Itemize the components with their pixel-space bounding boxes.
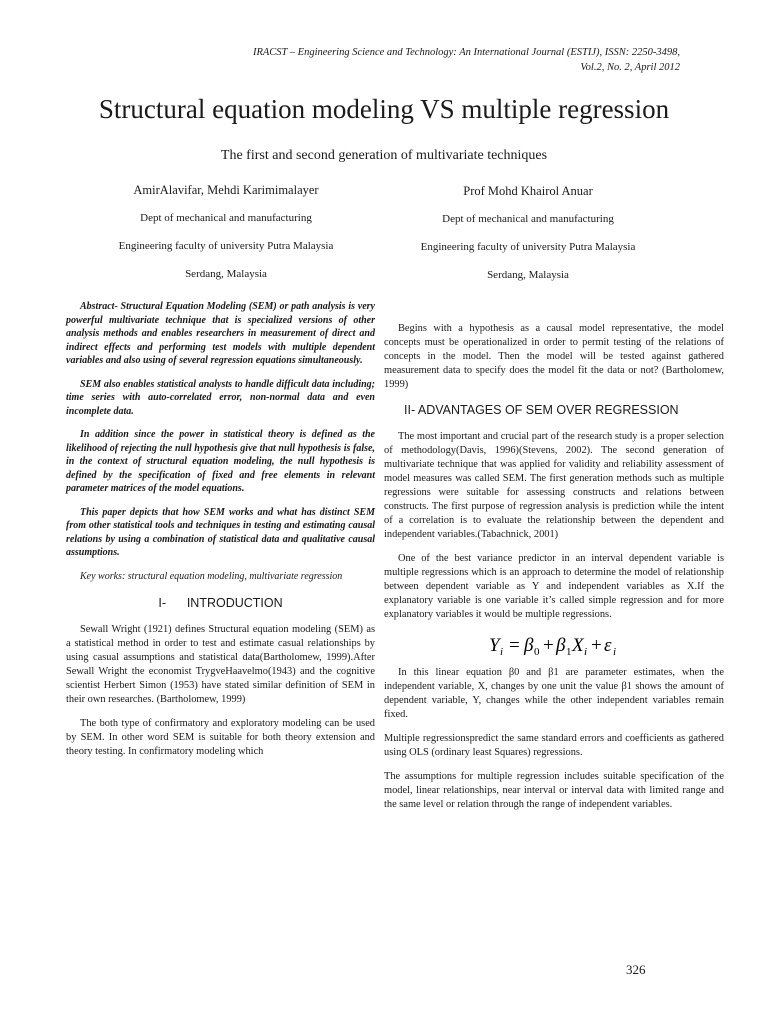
section-heading-introduction: I- INTRODUCTION	[158, 596, 283, 610]
svg-text:+: +	[591, 635, 602, 656]
advantages-paragraph-2: One of the best variance predictor in an interval dependent variable is multiple regressions which is an approach to determine the model of relationship between dependent variable as Y and independent variables as X.If the explanatory variable is one variable it’s called simple regression and for more explanatory variables it would be multiple regressions.	[384, 553, 724, 620]
equation-explanation: In this linear equation β0 and β1 are parameter estimates, when the independent variable, X, changes by one unit the value β1 shows the amount of dependent variable, Y, changes while the other independent variables remain fixed.	[384, 667, 724, 720]
author-name: AmirAlavifar, Mehdi Karimimalayer	[133, 183, 319, 197]
svg-text:+: +	[543, 635, 554, 656]
paper-title: Structural equation modeling VS multiple regression	[98, 94, 670, 124]
multiple-regression-paragraph: Multiple regressionspredict the same standard errors and coefficients as gathered using OLS (ordinary least Squares) regressions.	[384, 733, 724, 758]
journal-header	[200, 45, 680, 75]
svg-text:0: 0	[534, 646, 540, 658]
svg-text:1: 1	[566, 646, 572, 658]
left-column	[66, 300, 375, 769]
paper-subtitle: The first and second generation of multivariate techniques	[220, 148, 548, 163]
intro-paragraph-2: The both type of confirmatory and exploratory modeling can be used by SEM. In other word SEM is suitable for both theory extension and theory testing. In confirmatory modeling which	[66, 718, 375, 757]
svg-text:i: i	[500, 646, 504, 658]
assumptions-paragraph: The assumptions for multiple regression includes suitable specification of the model, linear relationships, near interval or interval data with limited range and the same level or relation through the range of independent variables.	[384, 771, 724, 810]
svg-text:X: X	[572, 635, 584, 656]
journal-header-line1: IRACST – Engineering Science and Technology: An International Journal (ESTIJ), ISSN: 2250-3498,	[252, 47, 680, 58]
svg-text:i: i	[613, 646, 617, 658]
author-block-1	[85, 182, 367, 295]
keywords: Key works: structural equation modeling, multivariate regression	[80, 570, 343, 582]
page-number: 326	[626, 962, 646, 977]
regression-equation-formula	[479, 632, 629, 658]
svg-text:i: i	[584, 646, 588, 658]
abstract-paragraph-2: SEM also enables statistical analysts to handle difficult data including; time series with auto-correlated error, non-normal data and even incomplete data.	[66, 378, 375, 417]
svg-text:ε: ε	[604, 635, 612, 656]
intro-paragraph-1: Sewall Wright (1921) defines Structural equation modeling (SEM) as a statistical method in order to test and estimate casual relationships by using casual assumptions and statistical data(Bartholomew, 1999).After Sewall Wright the economist TrygveHaavelmo(1943) and the cognitive scientist Herbert Simon (1953) have stated similar definition of SEM in their own researches. (Bartholomew, 1999)	[66, 624, 375, 705]
svg-text:β: β	[524, 635, 534, 656]
author-faculty: Engineering faculty of university Putra Malaysia	[420, 241, 636, 253]
svg-text:=: =	[509, 635, 520, 656]
abstract-paragraph-4: This paper depicts that how SEM works and what has distinct SEM from other statistical tools and techniques in testing and estimating causal relations by using a combination of statistical data and qualitative causal assumptions.	[66, 506, 375, 558]
author-location: Serdang, Malaysia	[487, 269, 569, 281]
svg-text:Y: Y	[489, 635, 500, 656]
abstract-paragraph-1: Abstract- Structural Equation Modeling (SEM) or path analysis is very powerful multivariate technique that is specialized versions of other analysis methods and enables researchers in measurement of direct and indirect effects and performing test models with multiple dependent variables and also using of several regression equations simultaneously.	[66, 301, 375, 366]
section-heading-advantages: II- ADVANTAGES OF SEM OVER REGRESSION	[404, 403, 679, 417]
journal-header-line2: Vol.2, No. 2, April 2012	[580, 62, 680, 73]
author-name: Prof Mohd Khairol Anuar	[463, 184, 593, 198]
author-dept: Dept of mechanical and manufacturing	[140, 212, 312, 224]
author-dept: Dept of mechanical and manufacturing	[442, 213, 614, 225]
intro-continuation: Begins with a hypothesis as a causal model representative, the model concepts must be operationalized in order to permit testing of the relations of concepts in the model. Then the model will be tested against gathered measurement data to specify does the model fit the data or not? (Bartholomew, 1999)	[384, 323, 724, 390]
regression-equation	[384, 632, 724, 658]
right-column	[384, 322, 724, 822]
author-location: Serdang, Malaysia	[185, 268, 267, 280]
advantages-paragraph-1: The most important and crucial part of the research study is a proper selection of methodology(Davis, 1996)(Stevens, 2002). The second generation of multivariate technique that was applied for validity and reliability assessment of model measures was called SEM. The first generation methods such as multiple regressions were suitable for assessing constructs and relations between constructs. The first purpose of regression analysis is prediction while the intent of a correlation is to evaluate the relationship between the dependent and independent variables.(Tabachnick, 2001)	[384, 431, 724, 540]
svg-text:β: β	[556, 635, 566, 656]
author-faculty: Engineering faculty of university Putra Malaysia	[118, 240, 334, 252]
author-block-2	[378, 183, 678, 296]
abstract-paragraph-3: In addition since the power in statistical theory is defined as the likelihood of rejecting the null hypothesis give that null hypothesis is false, in the context of structural equation modeling, the null hypothesis is defined by the specification of fixed and free elements in relevant parameter matrices of the model equations.	[66, 429, 375, 494]
